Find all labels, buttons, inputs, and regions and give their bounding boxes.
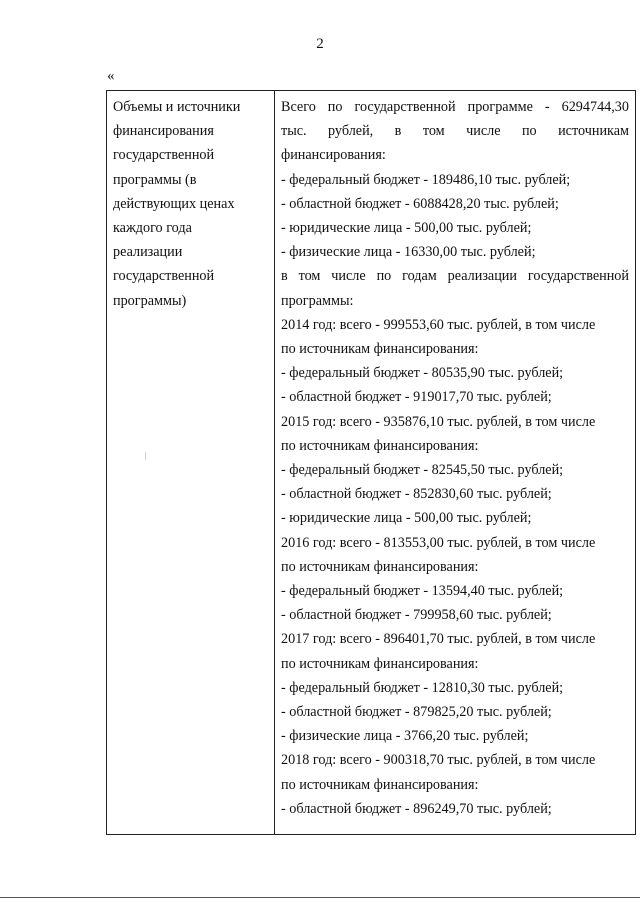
year-total-line: 2015 год: всего - 935876,10 тыс. рублей, в том числе <box>281 413 596 430</box>
year-total-line: 2018 год: всего - 900318,70 тыс. рублей, в том числе <box>281 752 596 769</box>
page-number: 2 <box>316 36 324 52</box>
value-line: финансирования: <box>281 147 386 164</box>
table-row <box>107 91 636 835</box>
funding-source-line: - физические лица - 16330,00 тыс. рублей; <box>281 244 536 261</box>
value-line: по источникам финансирования: <box>281 558 479 575</box>
funding-source-line: - областной бюджет - 799958,60 тыс. рублей; <box>281 607 552 624</box>
bottom-scan-edge-line <box>0 897 640 898</box>
label-line: реализации <box>113 244 183 261</box>
label-line: программы) <box>113 292 187 309</box>
funding-source-line: - областной бюджет - 879825,20 тыс. рублей; <box>281 704 552 721</box>
year-total-line: 2017 год: всего - 896401,70 тыс. рублей, в том числе <box>281 631 596 648</box>
label-line: финансирования <box>113 123 214 140</box>
total-funding-line: Всего по государственной программе - 6294744,30 <box>281 99 629 115</box>
year-total-line: 2014 год: всего - 999553,60 тыс. рублей, в том числе <box>281 316 596 333</box>
funding-source-line: - физические лица - 3766,20 тыс. рублей; <box>281 728 529 745</box>
label-line: государственной <box>113 147 215 164</box>
row-label-cell <box>107 91 275 835</box>
value-line: по источникам финансирования: <box>281 437 479 454</box>
label-line: Объемы и источники <box>113 99 241 115</box>
funding-source-line: - федеральный бюджет - 82545,50 тыс. рублей; <box>281 462 564 479</box>
row-value-cell <box>275 91 636 835</box>
funding-source-line: - областной бюджет - 919017,70 тыс. рублей; <box>281 389 552 406</box>
value-line: по источникам финансирования: <box>281 655 479 672</box>
value-line: тыс. рублей, в том числе по источникам <box>281 123 629 140</box>
funding-source-line: - областной бюджет - 896249,70 тыс. рублей; <box>281 800 552 817</box>
label-line: государственной <box>113 268 215 285</box>
funding-source-line: - областной бюджет - 852830,60 тыс. рублей; <box>281 486 552 503</box>
opening-quote-mark: « <box>107 68 115 84</box>
funding-source-line: - федеральный бюджет - 12810,30 тыс. рублей; <box>281 679 564 696</box>
scan-speck <box>145 452 146 460</box>
funding-source-line: - областной бюджет - 6088428,20 тыс. рублей; <box>281 195 559 212</box>
value-line: в том числе по годам реализации государственной <box>281 268 629 285</box>
value-line: по источникам финансирования: <box>281 776 479 793</box>
value-line: по источникам финансирования: <box>281 341 479 358</box>
funding-source-line: - юридические лица - 500,00 тыс. рублей; <box>281 510 532 527</box>
label-line: программы (в <box>113 171 197 188</box>
label-line: каждого года <box>113 220 192 237</box>
funding-source-line: - юридические лица - 500,00 тыс. рублей; <box>281 220 532 237</box>
program-passport-table <box>106 90 636 835</box>
label-line: действующих ценах <box>113 195 235 212</box>
year-total-line: 2016 год: всего - 813553,00 тыс. рублей, в том числе <box>281 534 596 551</box>
funding-source-line: - федеральный бюджет - 189486,10 тыс. рублей; <box>281 171 571 188</box>
funding-source-line: - федеральный бюджет - 13594,40 тыс. рублей; <box>281 583 564 600</box>
value-line: программы: <box>281 292 354 309</box>
funding-source-line: - федеральный бюджет - 80535,90 тыс. рублей; <box>281 365 564 382</box>
